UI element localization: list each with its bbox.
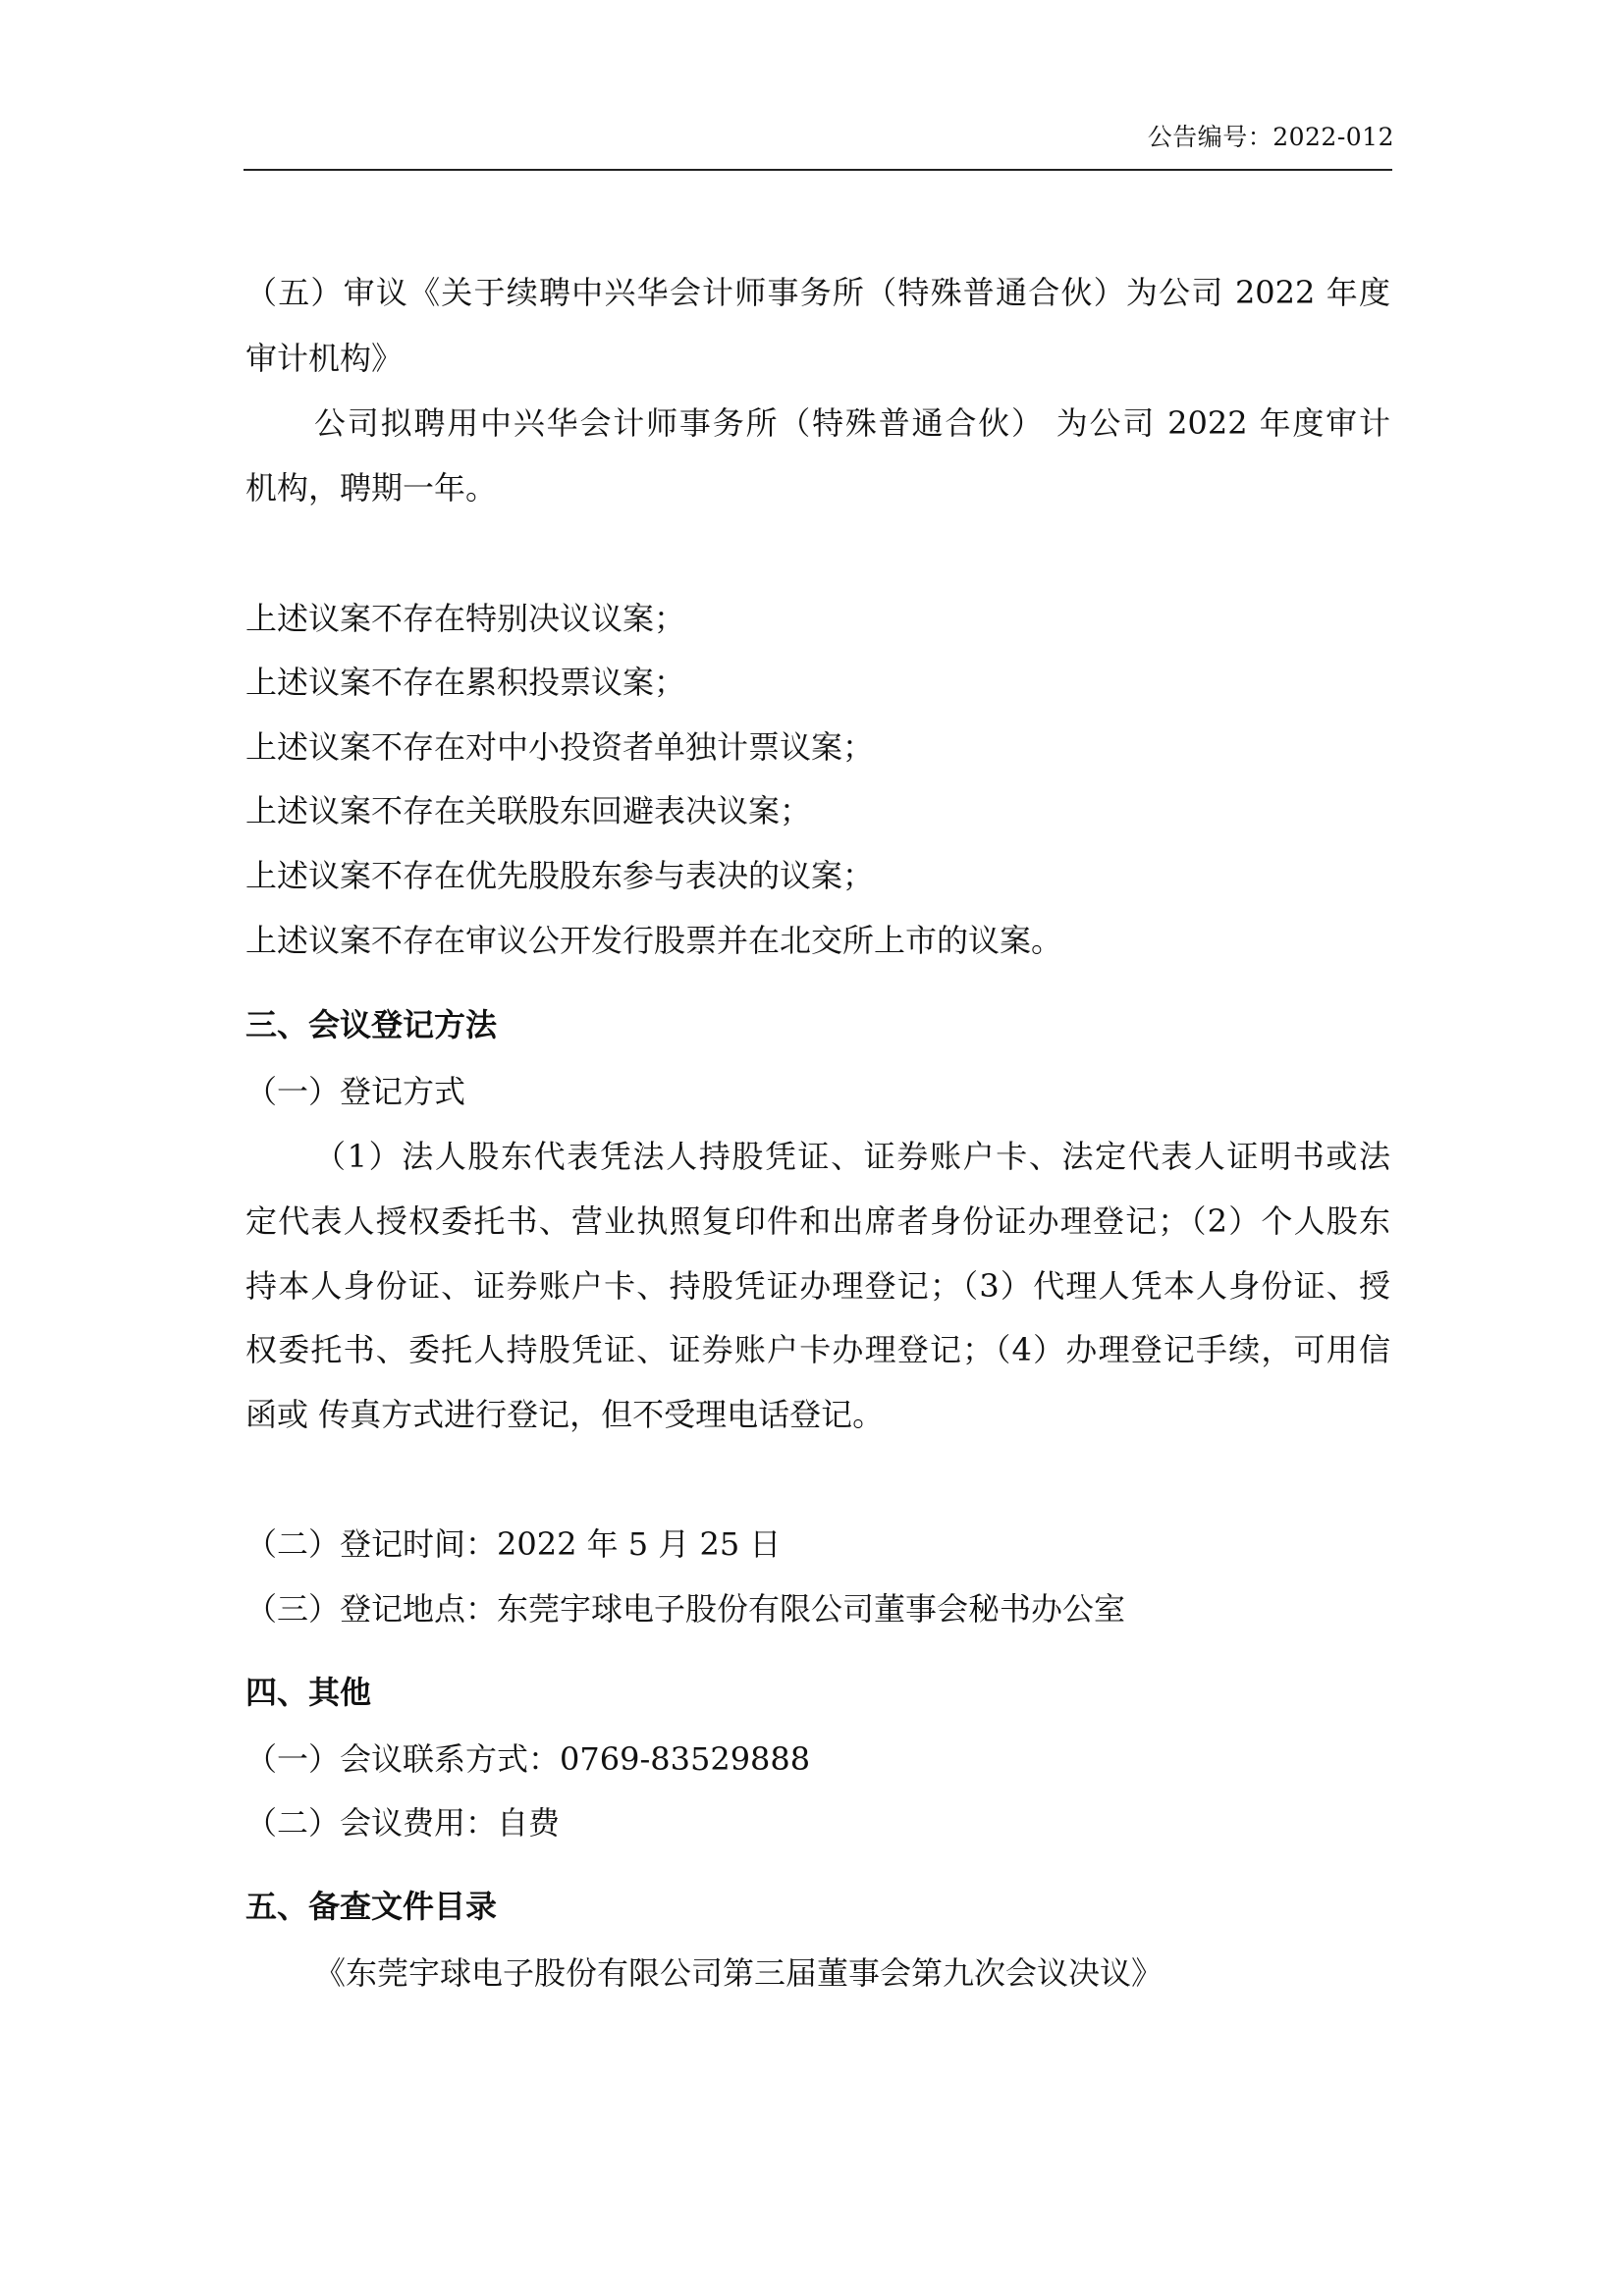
- statement-4: 上述议案不存在关联股东回避表决议案；: [245, 792, 812, 829]
- section3-heading: 三、会议登记方法: [245, 1006, 498, 1043]
- section5-doc: 《东莞宇球电子股份有限公司第三届董事会第九次会议决议》: [314, 1954, 1164, 1992]
- statement-5: 上述议案不存在优先股股东参与表决的议案；: [245, 857, 875, 894]
- item5-title-line1: （五）审议《关于续聘中兴华会计师事务所（特殊普通合伙）为公司 2022 年度: [245, 274, 1390, 311]
- section3-para-line5: 函或 传真方式进行登记，但不受理电话登记。: [245, 1396, 885, 1433]
- section5-heading: 五、备查文件目录: [245, 1888, 498, 1925]
- section4-sub2: （二）会议费用：自费: [245, 1804, 561, 1842]
- section4-heading: 四、其他: [245, 1674, 372, 1711]
- statement-1: 上述议案不存在特别决议议案；: [245, 600, 686, 637]
- section3-sub3: （三）登记地点：东莞宇球电子股份有限公司董事会秘书办公室: [245, 1590, 1126, 1628]
- section3-para-line3: 持本人身份证、证券账户卡、持股凭证办理登记；（3）代理人凭本人身份证、授: [245, 1267, 1390, 1305]
- announcement-number: 公告编号：2022-012: [1147, 123, 1394, 151]
- statement-3: 上述议案不存在对中小投资者单独计票议案；: [245, 728, 875, 766]
- statement-2: 上述议案不存在累积投票议案；: [245, 664, 686, 701]
- statement-6: 上述议案不存在审议公开发行股票并在北交所上市的议案。: [245, 922, 1063, 959]
- section3-sub1: （一）登记方式: [245, 1073, 466, 1110]
- item5-title-line2: 审计机构》: [245, 340, 404, 377]
- item5-body-line1: 公司拟聘用中兴华会计师事务所（特殊普通合伙） 为公司 2022 年度审计: [314, 404, 1390, 442]
- section3-para-line1: （1）法人股东代表凭法人持股凭证、证券账户卡、法定代表人证明书或法: [314, 1138, 1390, 1175]
- section3-para-line2: 定代表人授权委托书、营业执照复印件和出席者身份证办理登记；（2）个人股东: [245, 1202, 1390, 1240]
- item5-body-line2: 机构，聘期一年。: [245, 469, 498, 507]
- section3-para-line4: 权委托书、委托人持股凭证、证券账户卡办理登记；（4）办理登记手续，可用信: [245, 1331, 1390, 1368]
- section4-sub1: （一）会议联系方式：0769-83529888: [245, 1740, 811, 1778]
- header-divider: [244, 169, 1392, 171]
- section3-sub2: （二）登记时间：2022 年 5 月 25 日: [245, 1525, 782, 1563]
